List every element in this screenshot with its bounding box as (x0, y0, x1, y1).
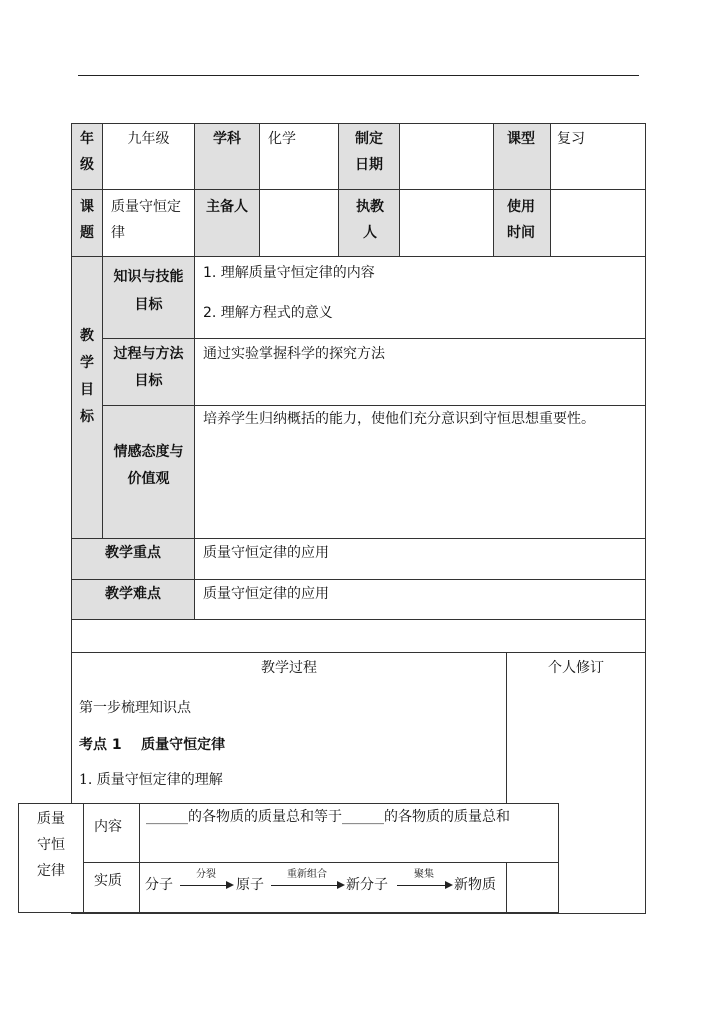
teacher-label: 执教人 (338, 189, 400, 257)
arrow-label-aggregate: 聚集 (414, 869, 434, 880)
teacher-value (399, 189, 494, 257)
preparer-label: 主备人 (194, 189, 260, 257)
difficulty-value: 质量守恒定律的应用 (194, 579, 646, 620)
inner-row-label: 质量守恒定律 (18, 803, 84, 913)
type-value: 复习 (550, 123, 646, 190)
arrow-right-icon (445, 881, 453, 889)
knowledge-item: 1. 理解质量守恒定律的内容 (203, 265, 375, 281)
topic-value: 质量守恒定律 (102, 189, 195, 257)
teaching-process-title: 教学过程 (261, 660, 317, 676)
essence-label: 实质 (83, 862, 140, 913)
arrow-right-icon (226, 881, 234, 889)
arrow-right-icon (337, 881, 345, 889)
grade-label: 年级 (71, 123, 103, 190)
type-label: 课型 (493, 123, 551, 190)
preparer-value (259, 189, 339, 257)
key-point-label: 教学重点 (71, 538, 195, 580)
essence-blank (506, 862, 559, 913)
process-goal-label: 过程与方法目标 (102, 338, 195, 406)
chain-new-substance: 新物质 (454, 877, 496, 893)
content-text: ______的各物质的质量总和等于______的各物质的质量总和 (139, 803, 559, 863)
date-value (399, 123, 494, 190)
step-title: 第一步梳理知识点 (79, 700, 191, 716)
content-label: 内容 (83, 803, 140, 863)
chain-new-molecule: 新分子 (346, 877, 388, 893)
key-point-heading: 考点 1 质量守恒定律 (79, 737, 226, 753)
chain-molecule: 分子 (145, 877, 173, 893)
subject-value: 化学 (259, 123, 339, 190)
time-label: 使用时间 (493, 189, 551, 257)
process-goal-content: 通过实验掌握科学的探究方法 (194, 338, 646, 406)
subsection-title: 1. 质量守恒定律的理解 (79, 772, 223, 788)
topic-label: 课题 (71, 189, 103, 257)
revision-title: 个人修订 (548, 660, 604, 676)
chain-atom: 原子 (236, 877, 264, 893)
arrow-label-split: 分裂 (196, 869, 216, 880)
knowledge-goal-content (194, 256, 646, 339)
blank-row (71, 619, 646, 653)
difficulty-label: 教学难点 (71, 579, 195, 620)
knowledge-item: 2. 理解方程式的意义 (203, 305, 333, 321)
emotion-goal-label: 情感态度与价值观 (102, 405, 195, 539)
date-label: 制定日期 (338, 123, 400, 190)
arrow-line (397, 885, 445, 886)
arrow-line (180, 885, 226, 886)
subject-label: 学科 (194, 123, 260, 190)
time-value (550, 189, 646, 257)
emotion-goal-content: 培养学生归纳概括的能力，使他们充分意识到守恒思想重要性。 (194, 405, 646, 539)
header-rule (78, 75, 639, 76)
knowledge-goal-label: 知识与技能目标 (102, 256, 195, 339)
grade-value: 九年级 (102, 123, 195, 190)
key-point-value: 质量守恒定律的应用 (194, 538, 646, 580)
arrow-label-recombine: 重新组合 (287, 869, 327, 880)
goals-label: 教学目标 (71, 256, 103, 539)
arrow-line (271, 885, 337, 886)
